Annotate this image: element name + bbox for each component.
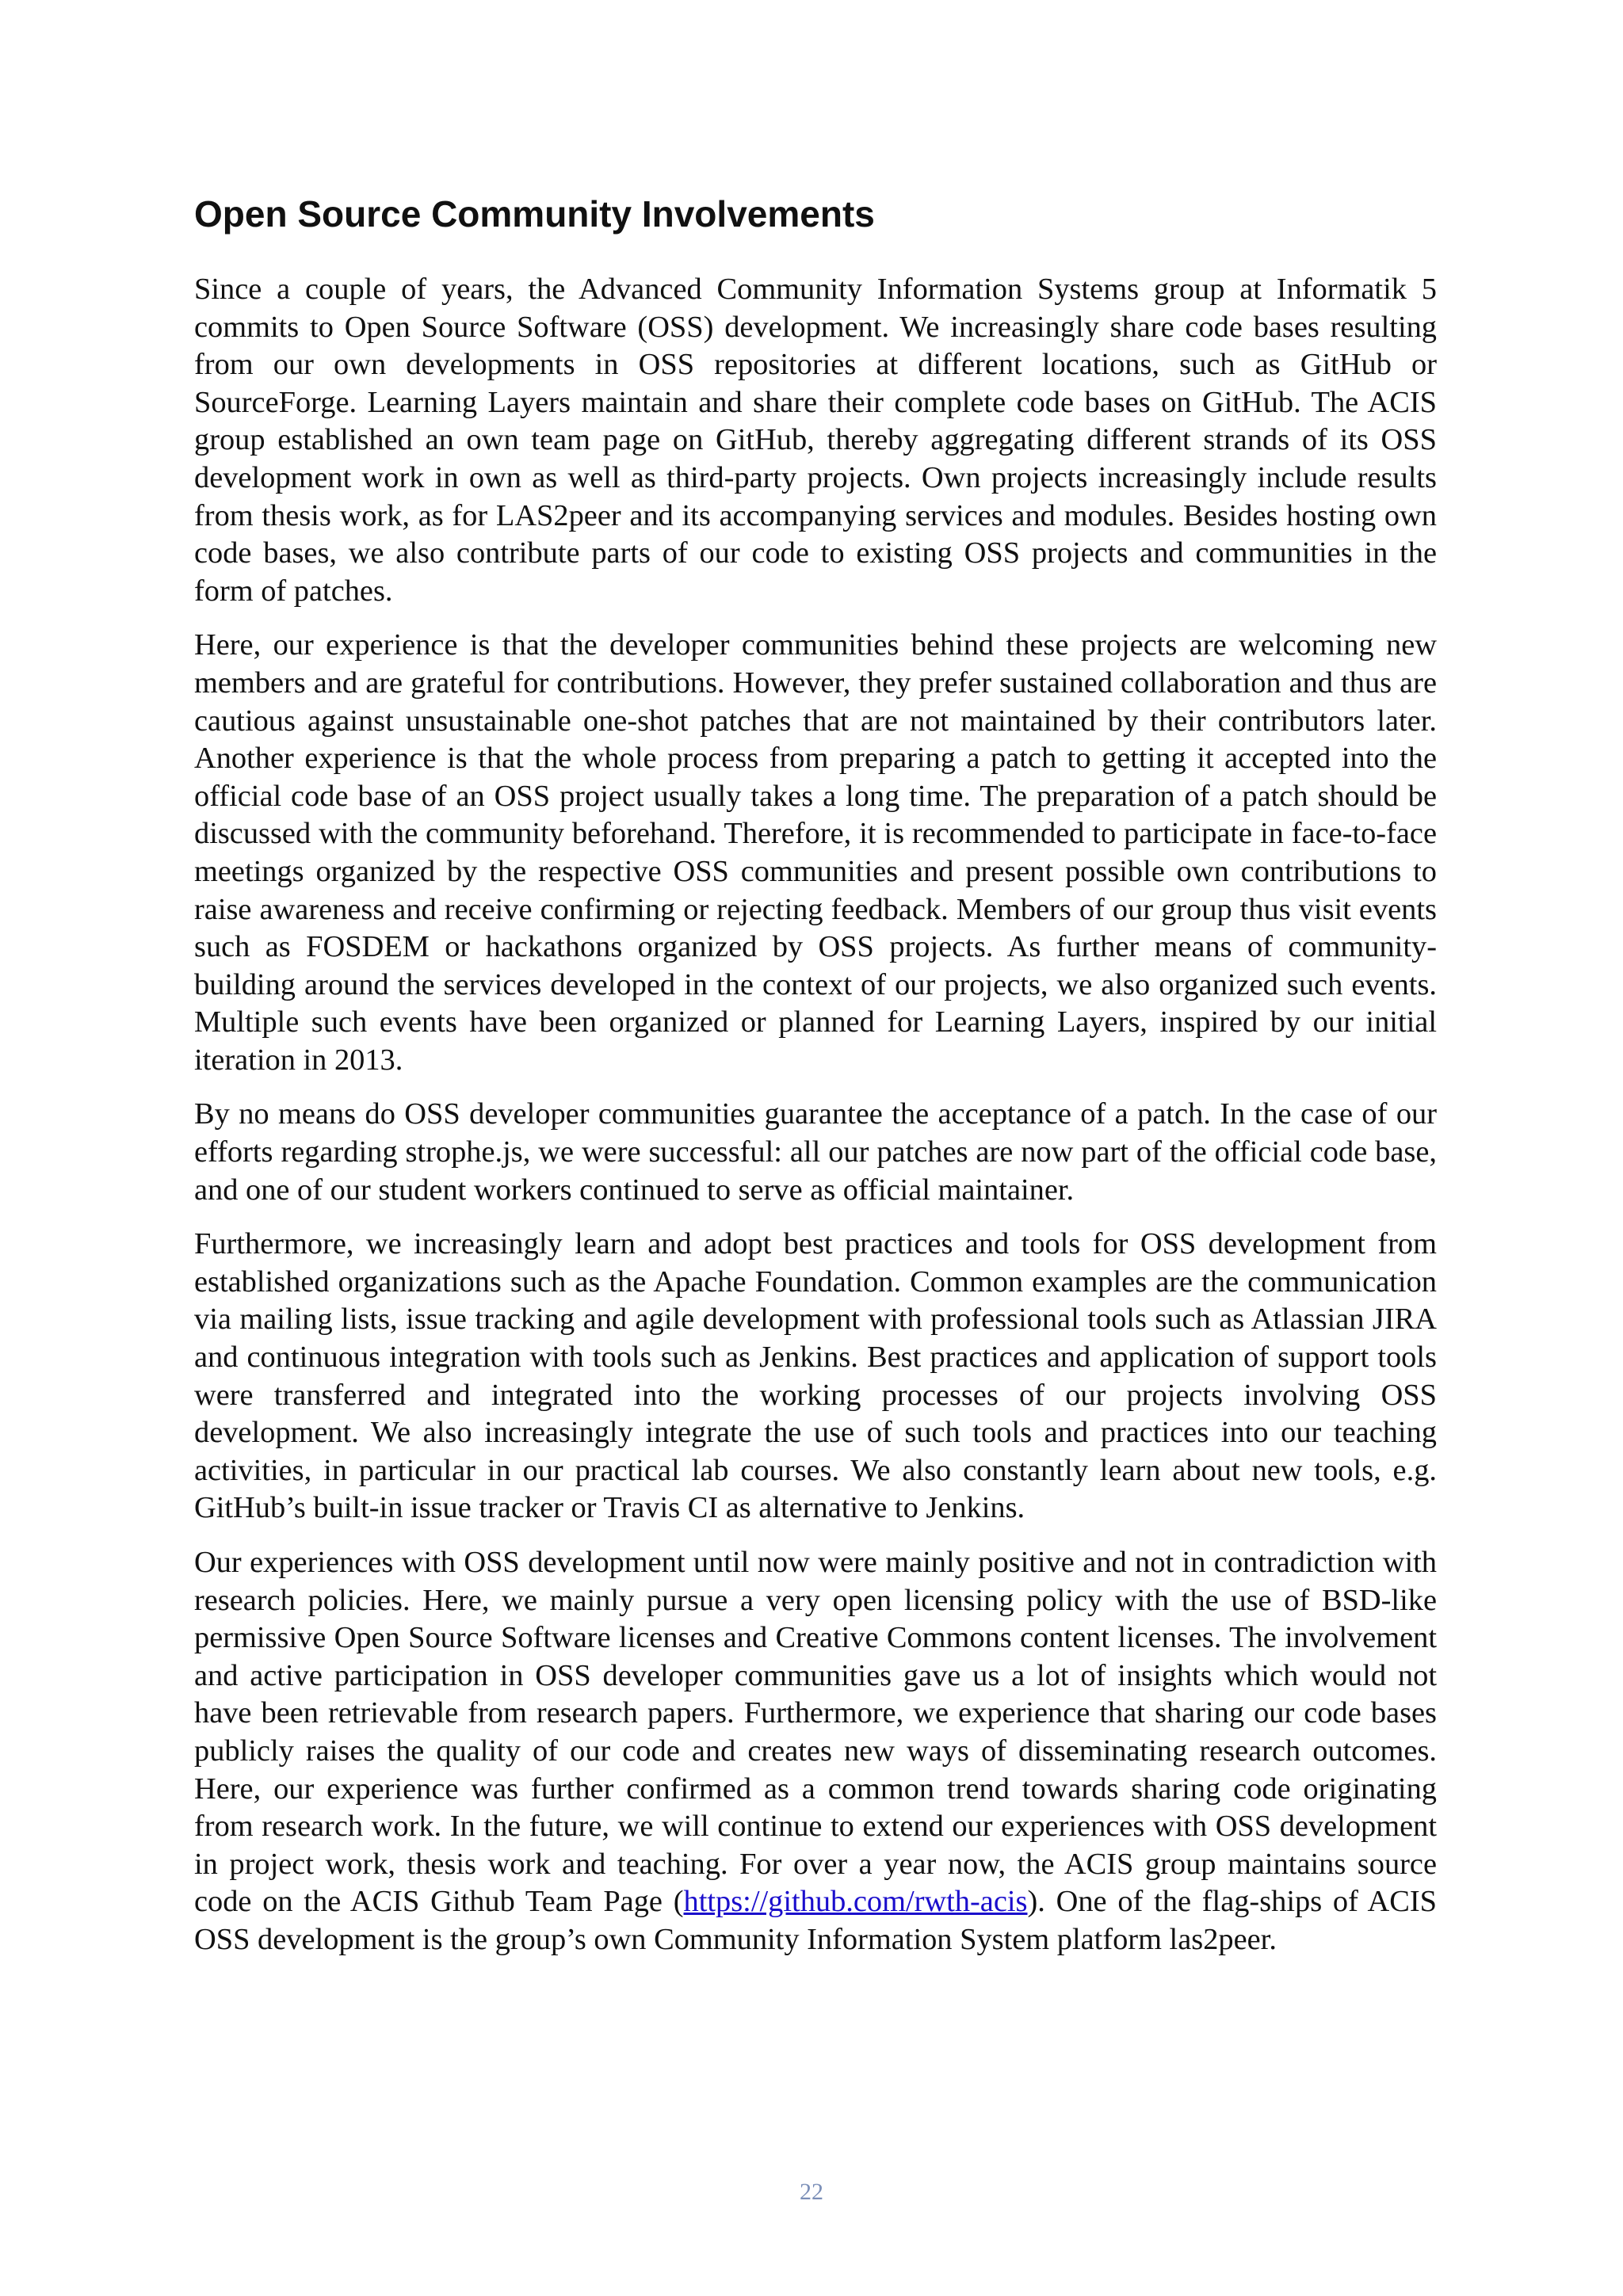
paragraph-conclusion-text-after: ). One of the flag-ships of ACIS OSS development is the group’s own Community Information System platform las2peer. [194, 1885, 1437, 1956]
paragraph-conclusion [194, 1544, 1437, 1959]
paragraph-experience: Here, our experience is that the developer communities behind these projects are welcoming new members and are grateful for contributions. However, they prefer sustained collaboration and thus are cautious against unsustainable one-shot patches that are not maintained by their contributors later. Another experience is that the whole process from preparing a patch to getting it accepted into the official code base of an OSS project usually takes a long time. The preparation of a patch should be discussed with the community beforehand. Therefore, it is recommended to participate in face-to-face meetings organized by the respective OSS communities and present possible own contributions to raise awareness and receive confirming or rejecting feedback. Members of our group thus visit events such as FOSDEM or hackathons organized by OSS projects. As further means of community-building around the services developed in the context of our projects, we also organized such events. Multiple such events have been organized or planned for Learning Layers, inspired by our initial iteration in 2013. [194, 628, 1437, 1077]
paragraph-conclusion-text-before: Our experiences with OSS development until now were mainly positive and not in contradiction with research policies. Here, we mainly pursue a very open licensing policy with the use of BSD-like permissive Open Source Software licenses and Creative Commons content licenses. The involvement and active participation in OSS developer communities gave us a lot of insights which would not have been retrievable from research papers. Furthermore, we experience that sharing our code bases publicly raises the quality of our code and creates new ways of disseminating research outcomes. Here, our experience was further confirmed as a common trend towards sharing code originating from research work. In the future, we will continue to extend our experiences with OSS development in project work, thesis work and teaching. For over a year now, the ACIS group maintains source code on the ACIS Github Team Page ( [194, 1546, 1437, 1919]
paragraph-best-practices: Furthermore, we increasingly learn and adopt best practices and tools for OSS development from established organizations such as the Apache Foundation. Common examples are the communication via mailing lists, issue tracking and agile development with professional tools such as Atlassian JIRA and continuous integration with tools such as Jenkins. Best practices and application of support tools were transferred and integrated into the working processes of our projects involving OSS development. We also increasingly integrate the use of such tools and practices into our teaching activities, in particular in our practical lab courses. We also constantly learn about new tools, e.g. GitHub’s built-in issue tracker or Travis CI as alternative to Jenkins. [194, 1227, 1437, 1525]
page-number: 22 [800, 2179, 823, 2205]
paragraph-intro: Since a couple of years, the Advanced Community Information Systems group at Informatik 5 commits to Open Source Software (OSS) development. We increasingly share code bases resulting from our own developments in OSS repositories at different locations, such as GitHub or SourceForge. Learning Layers maintain and share their complete code bases on GitHub. The ACIS group established an own team page on GitHub, thereby aggregating different strands of its OSS development work in own as well as third-party projects. Own projects increasingly include results from thesis work, as for LAS2peer and its accompanying services and modules. Besides hosting own code bases, we also contribute parts of our code to existing OSS projects and communities in the form of patches. [194, 273, 1437, 608]
document-page [194, 190, 1437, 1976]
paragraph-patch-acceptance: By no means do OSS developer communities guarantee the acceptance of a patch. In the case of our efforts regarding strophe.js, we were successful: all our patches are now part of the official code base, and one of our student workers continued to serve as official maintainer. [194, 1097, 1437, 1207]
section-heading: Open Source Community Involvements [194, 193, 875, 235]
github-team-link[interactable]: https://github.com/rwth-acis [683, 1885, 1028, 1919]
